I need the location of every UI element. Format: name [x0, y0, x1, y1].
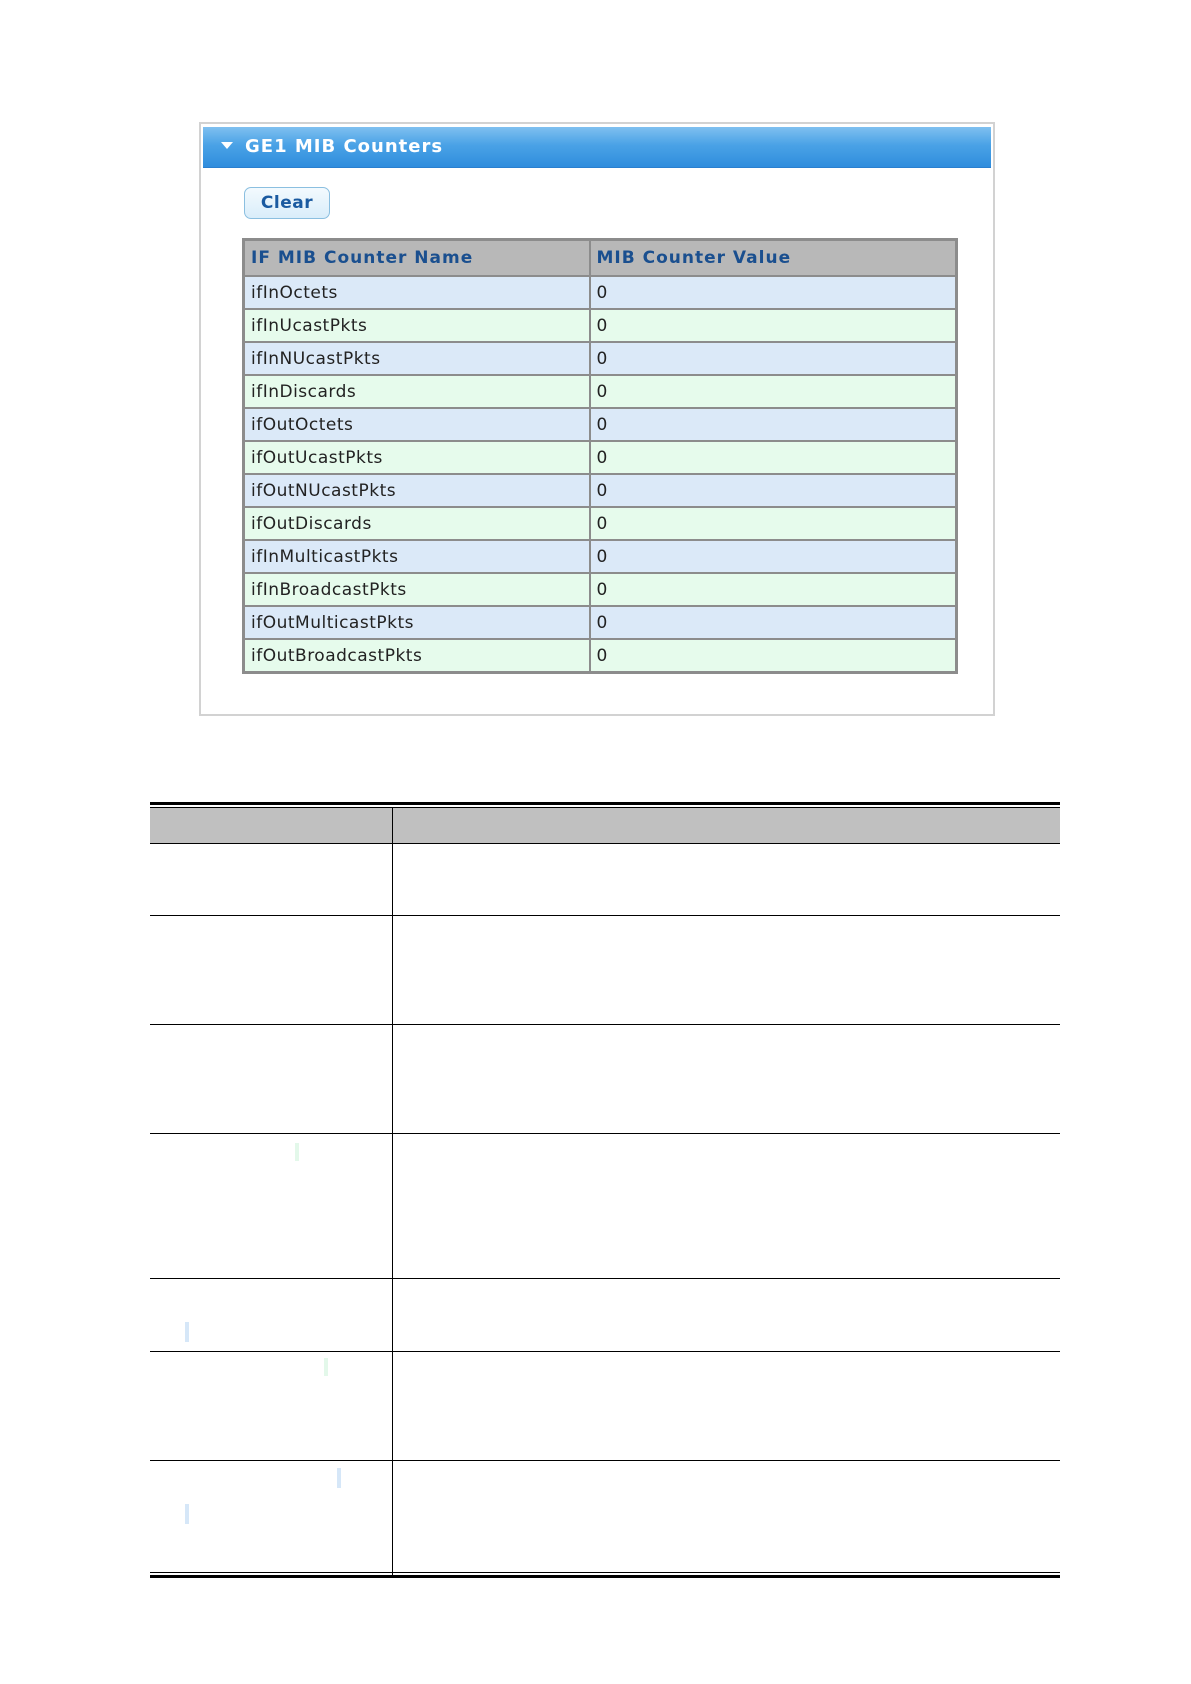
counter-value: 0: [590, 375, 957, 408]
counter-value: 0: [590, 474, 957, 507]
counter-name: ifOutMulticastPkts: [244, 606, 590, 639]
table-header-row: [244, 240, 957, 277]
counter-name: ifOutNUcastPkts: [244, 474, 590, 507]
counter-value: 0: [590, 639, 957, 673]
faint-mark: [185, 1322, 189, 1342]
collapse-triangle-icon[interactable]: [221, 142, 233, 149]
table-row: [244, 540, 957, 573]
table-row: [244, 606, 957, 639]
table-row: [244, 474, 957, 507]
table-bottom-rule: [150, 1575, 1060, 1578]
table-row: [244, 441, 957, 474]
row-divider: [150, 1278, 1060, 1279]
counter-value: 0: [590, 342, 957, 375]
counter-name: ifOutDiscards: [244, 507, 590, 540]
counter-value: 0: [590, 441, 957, 474]
counter-value: 0: [590, 606, 957, 639]
faint-mark: [337, 1468, 341, 1488]
column-header-name: IF MIB Counter Name: [244, 240, 590, 277]
description-table-header: [150, 808, 1060, 844]
table-row: [244, 276, 957, 309]
column-header-value: MIB Counter Value: [590, 240, 957, 277]
table-row: [244, 573, 957, 606]
counter-name: ifOutBroadcastPkts: [244, 639, 590, 673]
counter-name: ifInBroadcastPkts: [244, 573, 590, 606]
counter-name: ifInUcastPkts: [244, 309, 590, 342]
panel-title: GE1 MIB Counters: [245, 136, 444, 157]
table-top-rule: [150, 802, 1060, 805]
row-divider: [150, 1351, 1060, 1352]
table-row: [244, 342, 957, 375]
counter-value: 0: [590, 507, 957, 540]
row-divider: [150, 1133, 1060, 1134]
row-divider: [150, 1460, 1060, 1461]
table-row: [244, 507, 957, 540]
counter-value: 0: [590, 408, 957, 441]
counter-value: 0: [590, 573, 957, 606]
clear-button[interactable]: Clear: [244, 187, 330, 219]
counter-name: ifInOctets: [244, 276, 590, 309]
table-row: [244, 309, 957, 342]
counter-name: ifInDiscards: [244, 375, 590, 408]
counter-value: 0: [590, 309, 957, 342]
counter-value: 0: [590, 540, 957, 573]
table-bottom-rule-thin: [150, 1572, 1060, 1573]
table-row: [244, 408, 957, 441]
faint-mark: [185, 1504, 189, 1524]
panel-header[interactable]: [203, 127, 991, 168]
row-divider: [150, 915, 1060, 916]
counter-name: ifOutOctets: [244, 408, 590, 441]
mib-counter-table: [242, 238, 958, 674]
mib-counters-panel: [199, 122, 995, 716]
counter-value: 0: [590, 276, 957, 309]
table-row: [244, 639, 957, 673]
description-table: [150, 802, 1060, 1578]
row-divider: [150, 1024, 1060, 1025]
counter-name: ifInNUcastPkts: [244, 342, 590, 375]
column-divider: [392, 808, 393, 1578]
faint-mark: [295, 1143, 299, 1161]
table-row: [244, 375, 957, 408]
counter-name: ifInMulticastPkts: [244, 540, 590, 573]
faint-mark: [324, 1358, 328, 1376]
counter-name: ifOutUcastPkts: [244, 441, 590, 474]
